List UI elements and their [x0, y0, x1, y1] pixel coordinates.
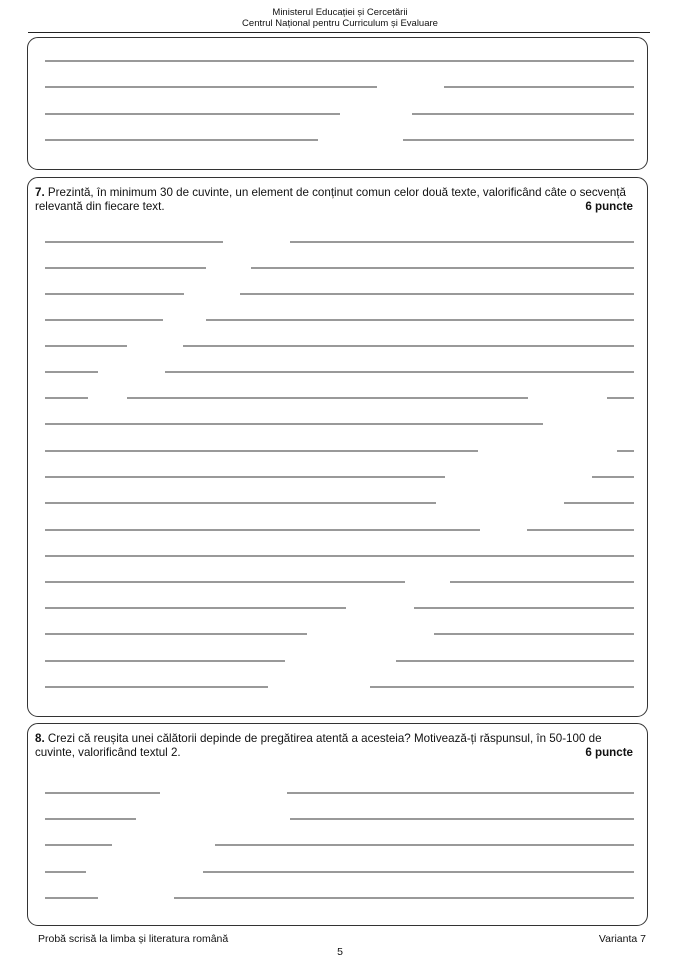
question-8-prompt: Crezi că reușita unei călătorii depinde de pregătirea atentă a acesteia? Motivează-ți răspunsul, în 50-100 de cuvinte, valorificând textul 2.	[35, 732, 602, 759]
question-8-number: 8.	[35, 732, 45, 745]
header-divider	[28, 32, 650, 33]
header-ministry: Ministerul Educației și Cercetării	[272, 7, 408, 18]
page-number: 5	[337, 946, 343, 958]
question-7-text	[35, 186, 633, 214]
question-7-box	[27, 177, 648, 717]
question-8-box	[27, 723, 648, 926]
question-8-points: 6 puncte	[585, 746, 633, 759]
footer-exam-title: Probă scrisă la limba și literatura română	[38, 933, 229, 945]
question-8-text	[35, 732, 633, 760]
question-7-number: 7.	[35, 186, 45, 199]
question-7-prompt: Prezintă, în minimum 30 de cuvinte, un element de conținut comun celor două texte, valorificând câte o secvență relevantă din fiecare text.	[35, 186, 626, 213]
header-center: Centrul Național pentru Curriculum și Evaluare	[242, 18, 438, 29]
footer-variant: Varianta 7	[598, 933, 646, 945]
answer-box-previous	[27, 37, 648, 170]
question-7-points: 6 puncte	[585, 200, 633, 213]
